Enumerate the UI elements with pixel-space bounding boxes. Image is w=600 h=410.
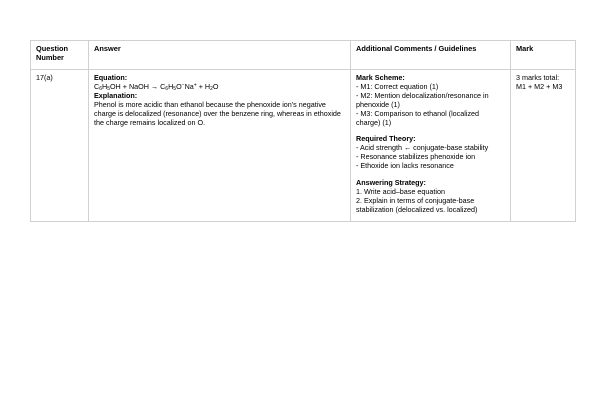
header-mark: Mark — [511, 41, 576, 70]
header-row — [31, 41, 576, 70]
header-answer: Answer — [89, 41, 351, 70]
theory-item: - Acid strength ← conjugate-base stability — [356, 143, 489, 153]
scheme-item: - M1: Correct equation (1) — [356, 81, 439, 91]
scheme-item: - M2: Mention delocalization/resonance in phenoxide (1) — [356, 90, 489, 109]
theory-item: - Ethoxide ion lacks resonance — [356, 161, 454, 171]
explanation-heading: Explanation: — [94, 90, 138, 100]
mark-cell — [511, 70, 576, 222]
answering-strategy-heading: Answering Strategy: — [356, 178, 426, 188]
answer-cell — [89, 70, 351, 222]
required-theory-heading: Required Theory: — [356, 134, 416, 144]
mark-scheme-heading: Mark Scheme: — [356, 73, 405, 82]
equation-heading: Equation: — [94, 73, 128, 82]
strategy-item: 2. Explain in terms of conjugate-base stabilization (delocalized vs. localized) — [356, 195, 478, 214]
header-question-number: Question Number — [31, 41, 89, 70]
strategy-item: 1. Write acid–base equation — [356, 186, 445, 196]
mark-total: 3 marks total: — [516, 73, 560, 82]
explanation-text: Phenol is more acidic than ethanol because the phenoxide ion's negative charge is delocalized (resonance) over the benzene ring, whereas in ethoxide the charge remains localized on O. — [94, 99, 341, 127]
chemical-equation: $C_6H_5OH$ + NaOH → $C_6H_5O^-Na^+ + H_2O$ — [94, 81, 219, 92]
question-number-cell: 17(a) — [31, 70, 89, 222]
table-row — [31, 70, 576, 222]
theory-item: - Resonance stabilizes phenoxide ion — [356, 152, 476, 162]
comments-cell — [351, 70, 511, 222]
mark-scheme-table — [30, 40, 576, 222]
mark-breakdown: M1 + M2 + M3 — [516, 81, 563, 91]
scheme-item: - M3: Comparison to ethanol (localized charge) (1) — [356, 108, 480, 127]
header-comments: Additional Comments / Guidelines — [351, 41, 511, 70]
